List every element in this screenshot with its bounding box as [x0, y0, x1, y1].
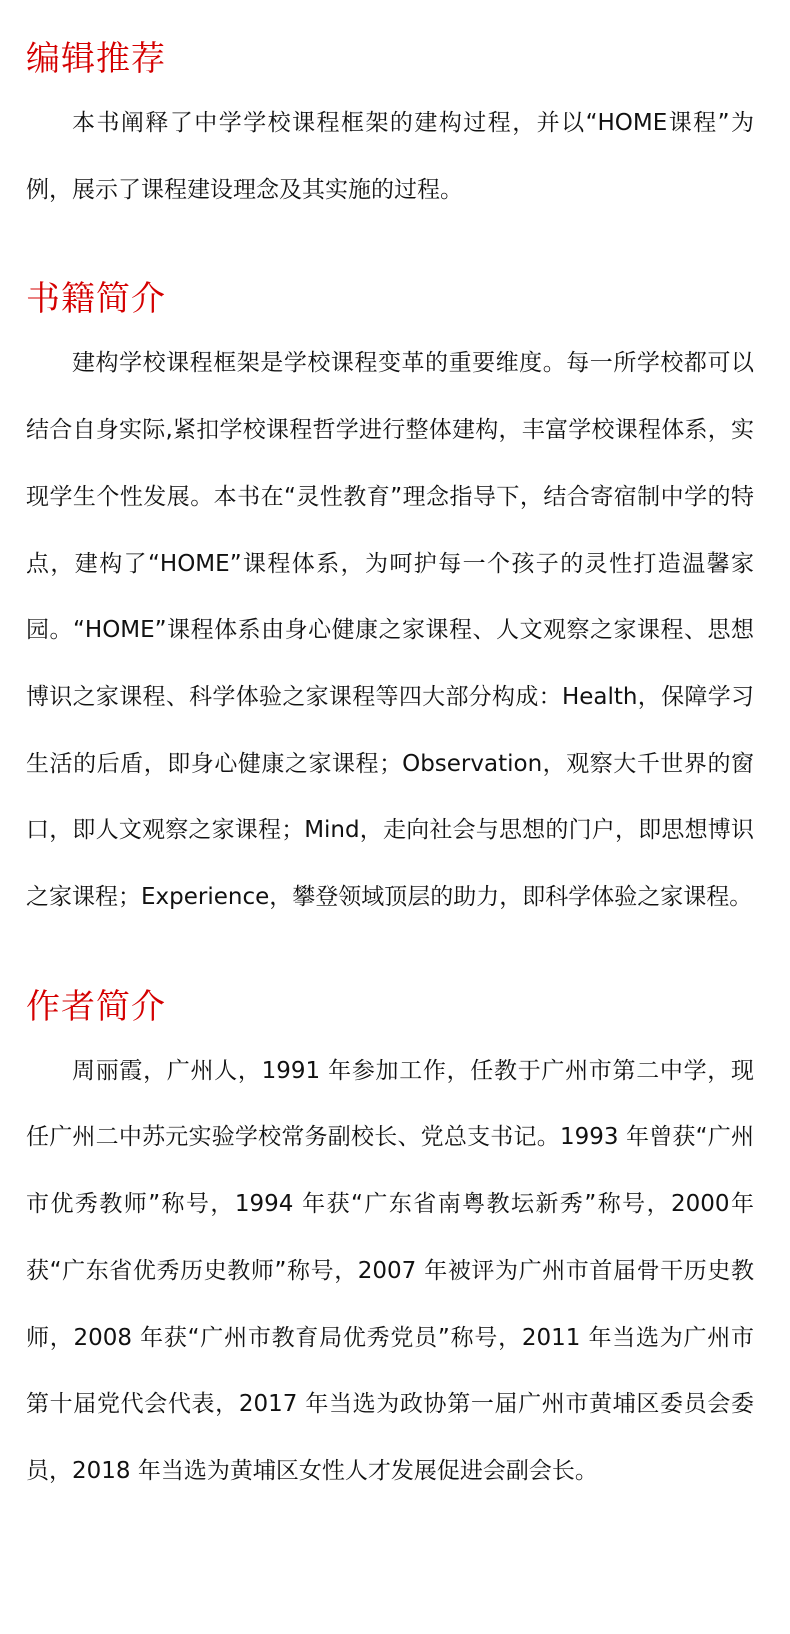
author-introduction-text: 周丽霞，广州人，1991 年参加工作，任教于广州市第二中学，现任广州二中苏元实验学校常务副校长、党总支书记。1993 年曾获“广州市优秀教师”称号，1994 年获“广东省南粤教坛新秀”称号，2000年获“广东省优秀历史教师”称号，2007 年被评为广州市首届骨干历史教师，2008 年获“广州市教育局优秀党员”称号，2011 年当选为广州市第十届党代会代表，2017 年当选为政协第一届广州市黄埔区委员会委员，2018 年当选为黄埔区女性人才发展促进会副会长。	[26, 1057, 754, 1484]
editor-recommendation-text: 本书阐释了中学学校课程框架的建构过程，并以“HOME课程”为例，展示了课程建设理念及其实施的过程。	[26, 110, 754, 203]
author-introduction-section	[26, 985, 754, 1505]
book-introduction-text: 建构学校课程框架是学校课程变革的重要维度。每一所学校都可以结合自身实际,紧扣学校课程哲学进行整体建构，丰富学校课程体系，实现学生个性发展。本书在“灵性教育”理念指导下，结合寄宿制中学的特点，建构了“HOME”课程体系，为呵护每一个孩子的灵性打造温馨家园。“HOME”课程体系由身心健康之家课程、人文观察之家课程、思想博识之家课程、科学体验之家课程等四大部分构成：Health，保障学习生活的后盾，即身心健康之家课程；Observation，观察大千世界的窗口，即人文观察之家课程；Mind，走向社会与思想的门户，即思想博识之家课程；Experience，攀登领域顶层的助力，即科学体验之家课程。	[26, 350, 754, 911]
editor-recommendation-heading: 编辑推荐	[26, 39, 166, 79]
book-info-page	[0, 37, 790, 1634]
book-introduction-section	[26, 277, 754, 930]
author-introduction-heading: 作者简介	[26, 986, 166, 1027]
editor-recommendation-section	[26, 37, 754, 223]
book-introduction-heading: 书籍简介	[26, 279, 166, 320]
